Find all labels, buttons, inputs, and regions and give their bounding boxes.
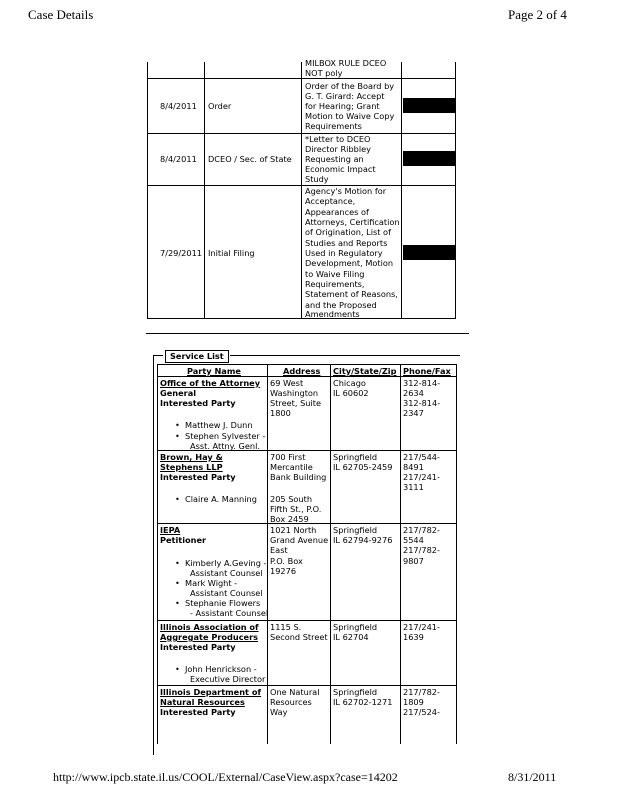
phone-line: 217/241- bbox=[403, 472, 440, 482]
phone-line: 5544 bbox=[403, 535, 424, 545]
docket-desc[interactable]: Appearances of bbox=[305, 206, 369, 217]
party-role: Interested Party bbox=[160, 472, 236, 482]
docket-desc[interactable]: to Waive Filing bbox=[305, 268, 365, 279]
address-line: Street, Suite bbox=[270, 398, 321, 408]
docket-desc[interactable]: Agency's Motion for bbox=[305, 186, 387, 196]
city-line: IL 60602 bbox=[333, 388, 369, 398]
rule bbox=[157, 685, 457, 686]
party-name[interactable]: Illinois Department of bbox=[160, 687, 262, 697]
docket-desc[interactable]: G. T. Girard: Accept bbox=[305, 91, 385, 101]
docket-type: DCEO / Sec. of State bbox=[208, 154, 292, 164]
city-line: IL 62704 bbox=[333, 632, 369, 642]
phone-line: 217/544- bbox=[403, 452, 440, 462]
docket-desc[interactable]: Acceptance, bbox=[305, 196, 356, 206]
docket-cont-line: NOT poly bbox=[305, 68, 343, 78]
city-line: IL 62702-1271 bbox=[333, 697, 393, 707]
contact-person-title: Assistant Counsel bbox=[190, 568, 263, 578]
docket-desc[interactable]: Attorneys, Certification bbox=[305, 217, 400, 227]
docket-date: 7/29/2011 bbox=[160, 248, 202, 258]
address-line: P.O. Box bbox=[270, 556, 303, 566]
contact-person: • Claire A. Manning bbox=[185, 494, 257, 504]
docket-desc[interactable]: Requirements bbox=[305, 121, 362, 131]
docket-desc[interactable]: Requesting an bbox=[305, 154, 364, 164]
docket-desc[interactable]: Economic Impact bbox=[305, 164, 376, 174]
contact-person: • Mark Wight - bbox=[185, 578, 237, 588]
phone-line: 312-814- bbox=[403, 398, 441, 408]
phone-line: 9807 bbox=[403, 556, 424, 566]
docket-desc[interactable]: Studies and Reports bbox=[305, 237, 388, 248]
rule bbox=[147, 133, 456, 134]
party-name[interactable]: Stephens LLP bbox=[160, 462, 223, 472]
phone-line: 217/524- bbox=[403, 707, 440, 717]
city-line: Springfield bbox=[333, 622, 378, 632]
docket-cont-line: MILBOX RULE DCEO bbox=[305, 58, 387, 68]
page-number: Page 2 of 4 bbox=[508, 7, 567, 22]
address-line: Grand Avenue bbox=[270, 535, 329, 545]
address-line: 205 South bbox=[270, 494, 313, 504]
address-line: Resources bbox=[270, 697, 312, 707]
contact-person: • Stephen Sylvester - bbox=[185, 431, 265, 441]
service-list-title: Service List bbox=[165, 350, 229, 363]
rule bbox=[330, 364, 331, 744]
party-name[interactable]: General bbox=[160, 388, 197, 398]
docket-desc[interactable]: Requirements, bbox=[305, 279, 365, 289]
rule bbox=[204, 62, 205, 318]
rule bbox=[147, 185, 456, 186]
party-role: Interested Party bbox=[160, 398, 236, 408]
docket-date: 8/4/2011 bbox=[160, 101, 197, 111]
party-role: Interested Party bbox=[160, 642, 236, 652]
docket-desc[interactable]: Statement of Reasons, bbox=[305, 289, 398, 299]
contact-person: • Kimberly A.Geving - bbox=[185, 558, 266, 568]
col-header-phone: Phone/Fax bbox=[403, 366, 451, 376]
address-line: One Natural bbox=[270, 687, 320, 697]
page-url[interactable]: http://www.ipcb.state.il.us/COOL/External/CaseView.aspx?case=14202 bbox=[53, 770, 398, 784]
col-header-city: City/State/Zip bbox=[333, 366, 397, 376]
phone-line: 2347 bbox=[403, 408, 424, 418]
address-line: East bbox=[270, 545, 288, 555]
phone-line: 217/782- bbox=[403, 545, 440, 555]
address-line: Washington bbox=[270, 388, 319, 398]
col-header-party: Party Name bbox=[187, 366, 241, 376]
party-name[interactable]: Aggregate Producers bbox=[160, 632, 259, 642]
rule bbox=[147, 78, 456, 79]
rule bbox=[401, 62, 402, 318]
col-header-address: Address bbox=[283, 366, 321, 376]
address-line: 19276 bbox=[270, 566, 297, 576]
address-line: 1115 S. bbox=[270, 622, 302, 632]
contact-person: • Matthew J. Dunn bbox=[185, 420, 253, 430]
party-name[interactable]: Natural Resources bbox=[160, 697, 245, 707]
phone-line: 217/782- bbox=[403, 525, 440, 535]
contact-person-title: Assistant Counsel bbox=[190, 588, 263, 598]
address-line: Way bbox=[270, 707, 288, 717]
contact-person-title: Executive Director bbox=[190, 674, 266, 684]
phone-line: 217/241- bbox=[403, 622, 440, 632]
docket-desc[interactable]: for Hearing; Grant bbox=[305, 101, 380, 111]
docket-date: 8/4/2011 bbox=[160, 154, 197, 164]
contact-person: • John Henrickson - bbox=[185, 664, 257, 674]
city-line: Springfield bbox=[333, 687, 378, 697]
rule bbox=[157, 364, 457, 365]
rule bbox=[301, 62, 302, 318]
address-line: 69 West bbox=[270, 378, 304, 388]
party-name[interactable]: Brown, Hay & bbox=[160, 452, 223, 462]
address-line: Bank Building bbox=[270, 472, 327, 482]
address-line: Second Street bbox=[270, 632, 328, 642]
docket-desc[interactable]: of Origination, List of bbox=[305, 227, 391, 237]
docket-desc[interactable]: Study bbox=[305, 174, 329, 184]
rule bbox=[153, 355, 154, 755]
rule bbox=[267, 364, 268, 744]
party-name[interactable]: Illinois Association of bbox=[160, 622, 259, 632]
phone-line: 3111 bbox=[403, 482, 424, 492]
contact-person-title: Asst. Attny. Genl. bbox=[190, 441, 260, 451]
print-date: 8/31/2011 bbox=[508, 770, 557, 784]
rule bbox=[157, 364, 158, 744]
city-line: IL 62794-9276 bbox=[333, 535, 393, 545]
rule bbox=[455, 62, 456, 318]
party-name[interactable]: Office of the Attorney bbox=[160, 378, 261, 388]
contact-person: • Stephanie Flowers bbox=[185, 598, 260, 608]
docket-desc[interactable]: Development, Motion bbox=[305, 258, 394, 268]
rule bbox=[147, 318, 456, 319]
phone-line: 1809 bbox=[403, 697, 424, 707]
address-line: Fifth St., P.O. bbox=[270, 504, 322, 514]
address-line: 1021 North bbox=[270, 525, 317, 535]
redacted-link[interactable] bbox=[403, 151, 455, 166]
city-line: Springfield bbox=[333, 452, 378, 462]
rule bbox=[400, 364, 401, 744]
rule bbox=[147, 62, 148, 318]
address-line: Box 2459 bbox=[270, 514, 309, 524]
docket-desc[interactable]: Amendments bbox=[305, 309, 360, 319]
party-role: Interested Party bbox=[160, 707, 236, 717]
address-line: 700 First bbox=[270, 452, 306, 462]
page-header-title: Case Details bbox=[28, 7, 94, 22]
contact-person-title: - Assistant Counsel bbox=[190, 608, 269, 618]
phone-line: 217/782- bbox=[403, 687, 440, 697]
rule bbox=[157, 620, 457, 621]
docket-desc[interactable]: Order of the Board by bbox=[305, 81, 395, 91]
phone-line: 2634 bbox=[403, 388, 424, 398]
redacted-link[interactable] bbox=[403, 245, 455, 260]
party-role: Petitioner bbox=[160, 535, 207, 545]
phone-line: 312-814- bbox=[403, 378, 441, 388]
docket-desc[interactable]: and the Proposed bbox=[305, 299, 377, 310]
city-line: Springfield bbox=[333, 525, 378, 535]
docket-type: Initial Filing bbox=[208, 248, 255, 258]
rule bbox=[230, 355, 460, 356]
phone-line: 1639 bbox=[403, 632, 424, 642]
docket-desc[interactable]: Director Ribbley bbox=[305, 144, 372, 154]
phone-line: 8491 bbox=[403, 462, 424, 472]
docket-desc[interactable]: Motion to Waive Copy bbox=[305, 111, 395, 121]
docket-desc[interactable]: Used in Regulatory bbox=[305, 248, 383, 258]
docket-type: Order bbox=[208, 101, 232, 111]
city-line: IL 62705-2459 bbox=[333, 462, 393, 472]
separator bbox=[146, 333, 469, 334]
party-name[interactable]: IEPA bbox=[160, 525, 181, 535]
rule bbox=[153, 355, 163, 356]
address-line: 1800 bbox=[270, 408, 291, 418]
docket-desc[interactable]: *Letter to DCEO bbox=[305, 134, 371, 144]
rule bbox=[456, 364, 457, 744]
redacted-link[interactable] bbox=[403, 98, 455, 113]
address-line: Mercantile bbox=[270, 462, 313, 472]
city-line: Chicago bbox=[333, 378, 366, 388]
